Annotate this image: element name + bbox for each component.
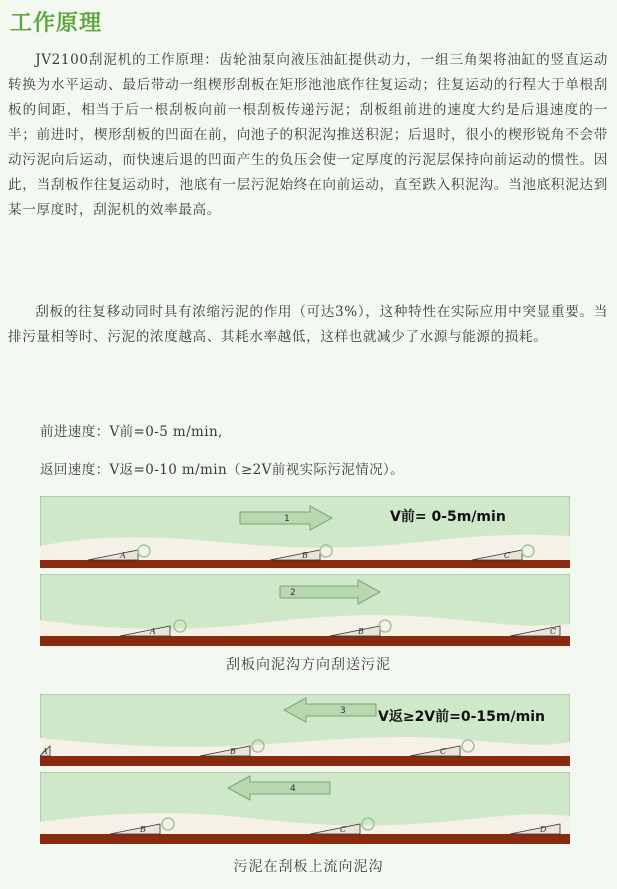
svg-text:A: A [150, 627, 156, 636]
arrow-number: 3 [340, 706, 346, 716]
svg-text:B: B [358, 627, 364, 636]
figure-bottom-caption: 污泥在刮板上流向泥沟 [233, 859, 384, 875]
forward-velocity-label: V前= 0-5m/min [390, 509, 506, 525]
scraper-blade-a [40, 746, 50, 756]
return-velocity-label: V返≥2V前=0-15m/min [378, 709, 545, 725]
arrow-number: 1 [284, 514, 290, 524]
svg-text:C: C [504, 551, 511, 560]
paragraph-working-principle: JV2100刮泥机的工作原理：齿轮油泵向液压油缸提供动力，一组三角架将油缸的竖直运动转换为水平运动、最后带动一组楔形刮板在矩形池池底作往复运动；往复运动的行程大于单根刮板的间距，相当于后一根刮板向前一根刮板传递污泥；刮板组前进的速度大约是后退速度的一半；前进时，楔形刮板的凹面在前，向池子的积泥沟推送积泥；后退时，很小的楔形锐角不会带动污泥向后运动，而快速后退的凹面产生的负压会使一定厚度的污泥层保持向前运动的惯性。因此，当刮板作往复运动时，池底有一层污泥始终在向前运动，直至跌入积泥沟。当池底积泥达到某一厚度时，刮泥机的效率最高。 [8, 52, 608, 218]
svg-text:B: B [230, 747, 236, 756]
paragraph-thickening: 刮板的往复移动同时具有浓缩污泥的作用（可达3%），这种特性在实际应用中突显重要。当排污量相等时、污泥的浓度越高、其耗水率越低，这样也就减少了水源与能源的损耗。 [8, 304, 608, 345]
page-title: 工作原理 [10, 11, 103, 36]
arrow-number: 4 [290, 784, 296, 794]
svg-text:A: A [120, 551, 126, 560]
forward-speed-text: 前进速度：V前=0-5 m/min, [40, 424, 223, 440]
return-speed-text: 返回速度：V返=0-10 m/min（≥2V前视实际污泥情况）。 [40, 462, 405, 478]
svg-text:C: C [340, 825, 347, 834]
tank-panel-2 [40, 574, 570, 646]
figure-top-caption: 刮板向泥沟方向刮送污泥 [226, 657, 391, 673]
svg-text:B: B [302, 551, 308, 560]
tank-panel-3 [40, 694, 570, 766]
svg-text:C: C [550, 627, 557, 636]
tank-panel-4 [40, 772, 570, 844]
svg-text:A: A [42, 747, 48, 756]
svg-text:B: B [140, 825, 146, 834]
arrow-number: 2 [290, 588, 296, 598]
svg-text:D: D [540, 825, 547, 834]
svg-text:C: C [440, 747, 447, 756]
